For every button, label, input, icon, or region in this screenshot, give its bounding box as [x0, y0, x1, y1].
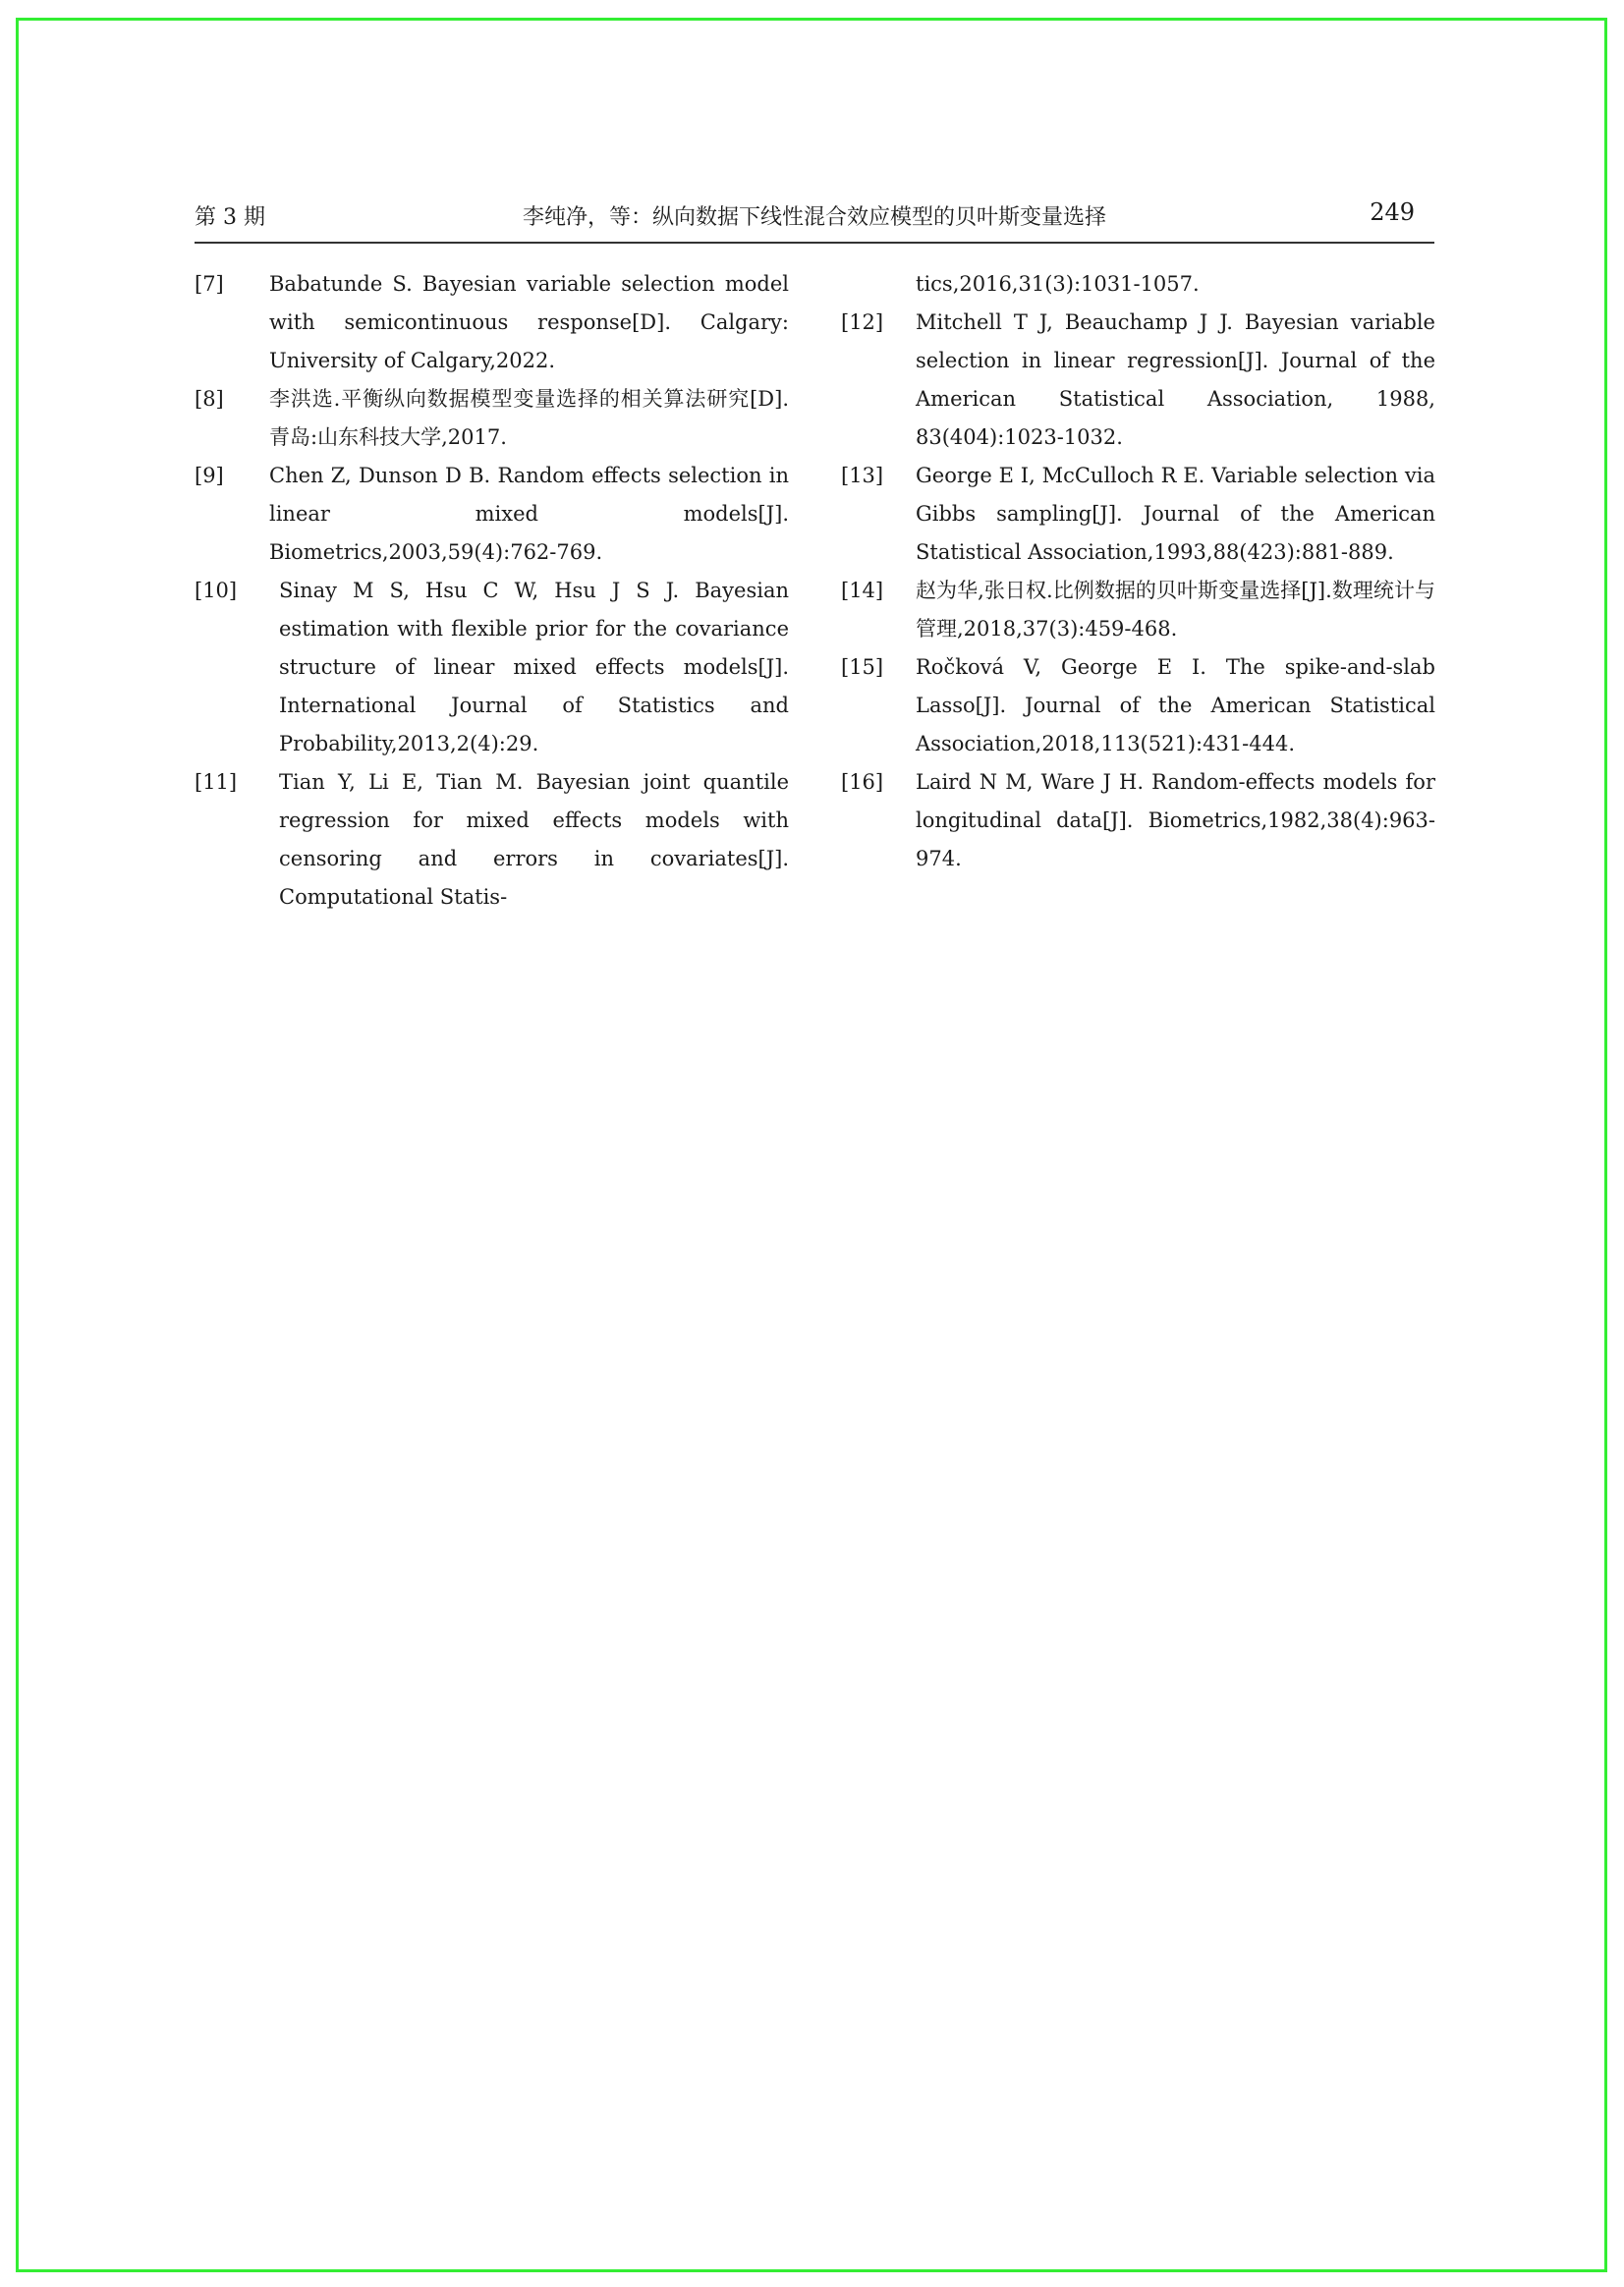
reference-item	[841, 304, 1435, 457]
reference-item	[195, 380, 789, 457]
issue-label: 第 3 期	[195, 205, 265, 230]
reference-number: [14]	[841, 579, 884, 602]
reference-item	[841, 457, 1435, 572]
reference-item	[195, 763, 789, 917]
reference-text: 李洪选.平衡纵向数据模型变量选择的相关算法研究[D].青岛:山东科技大学,2017.	[269, 387, 789, 449]
reference-text: 赵为华,张日权.比例数据的贝叶斯变量选择[J].数理统计与管理,2018,37(3):459-468.	[916, 579, 1435, 641]
reference-text: George E I, McCulloch R E. Variable selection via Gibbs sampling[J]. Journal of the American Statistical Association,1993,88(423):881-889.	[916, 464, 1435, 564]
reference-column-left	[195, 265, 789, 917]
reference-text: Sinay M S, Hsu C W, Hsu J S J. Bayesian estimation with flexible prior for the covariance structure of linear mixed effects models[J]. International Journal of Statistics and Probability,2013,2(4):29.	[279, 579, 789, 755]
reference-text: Babatunde S. Bayesian variable selection model with semicontinuous response[D]. Calgary: University of Calgary,2022.	[269, 272, 789, 372]
reference-item	[195, 265, 789, 380]
running-title: 李纯净，等：纵向数据下线性混合效应模型的贝叶斯变量选择	[522, 205, 1106, 230]
reference-number: [9]	[195, 464, 224, 487]
reference-item	[195, 572, 789, 763]
page-number: 249	[1370, 198, 1415, 226]
reference-number: [10]	[195, 579, 238, 602]
reference-text: Chen Z, Dunson D B. Random effects selection in linear mixed models[J]. Biometrics,2003,59(4):762-769.	[269, 464, 789, 564]
reference-item	[841, 648, 1435, 763]
reference-text: Tian Y, Li E, Tian M. Bayesian joint quantile regression for mixed effects models with censoring and errors in covariates[J]. Computational Statis-	[279, 770, 789, 909]
reference-text: Ročková V, George E I. The spike-and-slab Lasso[J]. Journal of the American Statistical Association,2018,113(521):431-444.	[916, 655, 1435, 755]
reference-item	[195, 457, 789, 572]
reference-number: [13]	[841, 464, 884, 487]
reference-text: Mitchell T J, Beauchamp J J. Bayesian variable selection in linear regression[J]. Journal of the American Statistical Association, 1988, 83(404):1023-1032.	[916, 310, 1435, 449]
reference-item	[841, 572, 1435, 648]
reference-number: [11]	[195, 770, 238, 794]
reference-number: [12]	[841, 310, 884, 334]
reference-number: [16]	[841, 770, 884, 794]
running-head	[195, 196, 1434, 244]
reference-column-right	[841, 265, 1435, 878]
reference-number: [7]	[195, 272, 224, 296]
reference-item	[841, 763, 1435, 878]
reference-text: Laird N M, Ware J H. Random-effects models for longitudinal data[J]. Biometrics,1982,38(4):963-974.	[916, 770, 1435, 870]
reference-continuation: tics,2016,31(3):1031-1057.	[916, 272, 1200, 296]
reference-number: [8]	[195, 387, 224, 411]
reference-number: [15]	[841, 655, 884, 679]
